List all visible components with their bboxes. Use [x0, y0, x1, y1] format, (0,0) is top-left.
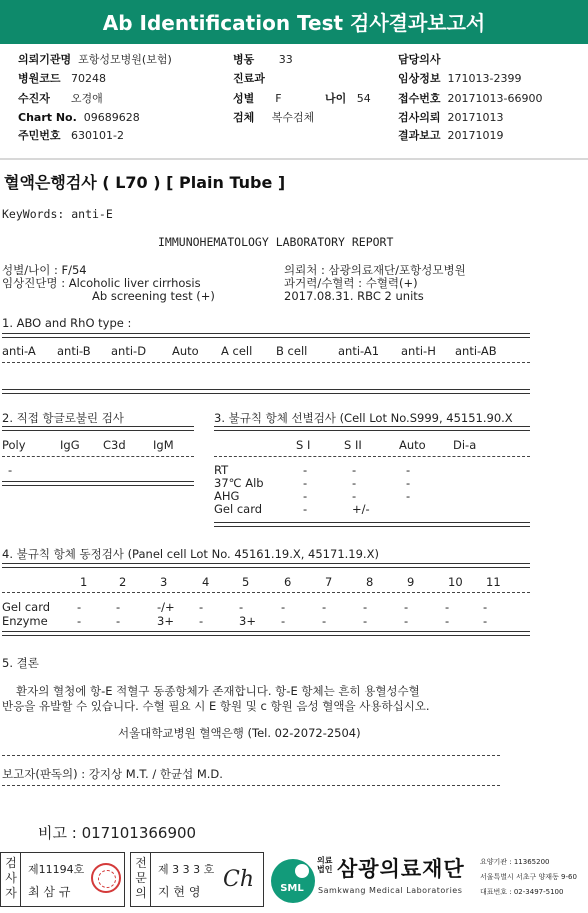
abo-col-header: anti-B: [57, 344, 91, 358]
panel-col-header: 1: [80, 575, 88, 589]
abo-col-header: A cell: [221, 344, 253, 358]
header-item-age: 나이 54: [325, 92, 371, 105]
section-1-title: 1. ABO and RhO type :: [2, 316, 132, 330]
panel-cell: -: [281, 600, 286, 614]
panel-col-header: 11: [486, 575, 501, 589]
dat-col-header: IgM: [153, 438, 174, 452]
signature: Ch: [223, 867, 255, 892]
examiner-seal-icon: [91, 863, 121, 893]
double-rule: [2, 389, 530, 394]
diagnosis-2: Ab screening test (+): [92, 289, 215, 303]
double-rule: [2, 481, 194, 486]
examiner-license-no: 제11194호: [28, 863, 85, 876]
dat-col-header: IgG: [60, 438, 80, 452]
screen-col-header: S I: [296, 438, 311, 452]
single-rule: [2, 592, 530, 593]
panel-cell: -: [199, 614, 204, 628]
panel-cell: -: [363, 600, 368, 614]
panel-cell: -: [404, 600, 409, 614]
screen-row-label: RT: [214, 463, 229, 477]
header-item: Chart No. 09689628: [18, 111, 140, 124]
panel-col-header: 9: [407, 575, 415, 589]
screen-col-header: S II: [344, 438, 362, 452]
panel-col-header: 6: [284, 575, 292, 589]
header-item: 성별 F: [233, 92, 282, 105]
screen-cell: -: [352, 476, 357, 490]
single-rule: [214, 456, 530, 457]
specialist-label-char: 의: [135, 886, 147, 900]
abo-col-header: B cell: [276, 344, 308, 358]
panel-col-header: 4: [202, 575, 210, 589]
sex-age: 성별/나이 : F/54: [2, 263, 87, 277]
examiner-label-char: 사: [5, 871, 17, 885]
specialist-license-no: 제 3 3 3 호: [158, 863, 215, 876]
dat-col-header: Poly: [2, 438, 26, 452]
screen-cell: -: [303, 502, 308, 516]
panel-cell: -: [281, 614, 286, 628]
org-info-code: 요양기관 : 11365200: [480, 858, 550, 866]
double-rule: [214, 522, 530, 527]
requester: 의뢰처 : 삼광의료재단/포항성모병원: [284, 263, 466, 277]
single-rule: [2, 785, 500, 786]
header-item: 임상정보 171013-2399: [398, 72, 522, 85]
panel-cell: 3+: [157, 614, 174, 628]
panel-cell: -: [363, 614, 368, 628]
screen-row-label: Gel card: [214, 502, 263, 516]
specialist-name: 지 현 영: [158, 885, 201, 899]
section-5-title: 5. 결론: [2, 656, 39, 670]
screen-col-header: Di-a: [453, 438, 477, 452]
screen-cell: -: [303, 476, 308, 490]
screen-cell: -: [303, 489, 308, 503]
org-name-en: Samkwang Medical Laboratories: [318, 886, 463, 895]
panel-cell: -: [322, 600, 327, 614]
panel-cell: -: [116, 600, 121, 614]
section-3-title: 3. 불규칙 항체 선별검사 (Cell Lot No.S999, 45151.90.X: [214, 411, 513, 425]
blood-bank-contact: 서울대학교병원 혈액은행 (Tel. 02-2072-2504): [118, 726, 361, 740]
panel-col-header: 2: [119, 575, 127, 589]
double-rule: [2, 563, 530, 568]
screen-row-label: 37℃ Alb: [214, 476, 264, 490]
panel-cell: -: [77, 614, 82, 628]
section-title: 혈액은행검사 ( L70 ) [ Plain Tube ]: [4, 173, 286, 192]
keywords: KeyWords: anti-E: [2, 207, 113, 221]
abo-col-header: anti-AB: [455, 344, 497, 358]
screen-cell: -: [406, 476, 411, 490]
header-item: 수진자 오경애: [18, 92, 103, 105]
screen-col-header: Auto: [399, 438, 426, 452]
header-item: 병원코드 70248: [18, 72, 107, 85]
double-rule: [214, 426, 530, 431]
panel-cell: -: [239, 600, 244, 614]
screen-cell: -: [352, 463, 357, 477]
reporter: 보고자(판독의) : 강지상 M.T. / 한균섭 M.D.: [2, 767, 223, 781]
double-rule: [2, 631, 530, 636]
screen-cell: -: [303, 463, 308, 477]
specialist-label-char: 문: [135, 871, 147, 885]
panel-row-label: Gel card: [2, 600, 51, 614]
panel-cell: -: [77, 600, 82, 614]
screen-row-label: AHG: [214, 489, 240, 503]
diagnosis: 임상진단명 : Alcoholic liver cirrhosis: [2, 276, 201, 290]
panel-cell: -: [483, 600, 488, 614]
header-item: 담당의사: [398, 53, 441, 66]
screen-cell: -: [406, 489, 411, 503]
panel-cell: 3+: [239, 614, 256, 628]
panel-col-header: 5: [242, 575, 250, 589]
panel-cell: -: [322, 614, 327, 628]
panel-cell: -: [116, 614, 121, 628]
report-title: Ab Identification Test 검사결과보고서: [0, 0, 588, 44]
screen-cell: -: [352, 489, 357, 503]
org-type: 의료 법인: [317, 856, 333, 874]
remark: 비고 : 017101366900: [38, 824, 197, 842]
header-item: 의뢰기관명 포항성모병원(보험): [18, 53, 172, 66]
section-4-title: 4. 불규칙 항체 동정검사 (Panel cell Lot No. 45161.19.X, 45171.19.X): [2, 547, 379, 561]
panel-cell: -: [199, 600, 204, 614]
abo-col-header: Auto: [172, 344, 199, 358]
transfusion-history: 과거력/수혈력 : 수혈력(+): [284, 276, 418, 290]
org-name: 삼광의료재단: [337, 857, 465, 881]
org-info-address: 서울특별시 서초구 양재동 9-60: [480, 873, 577, 881]
panel-col-header: 7: [325, 575, 333, 589]
examiner-box: [0, 852, 125, 907]
panel-cell: -: [445, 614, 450, 628]
org-info-phone: 대표번호 : 02-3497-5100: [480, 888, 564, 896]
logo-text: SML: [280, 883, 304, 894]
panel-col-header: 10: [448, 575, 463, 589]
header-item: 검체 복수검체: [233, 111, 315, 124]
single-rule: [2, 755, 500, 756]
abo-col-header: anti-A: [2, 344, 36, 358]
panel-row-label: Enzyme: [2, 614, 48, 628]
specialist-box: [130, 852, 264, 907]
screen-cell: -: [406, 463, 411, 477]
dat-col-header: C3d: [103, 438, 126, 452]
transfusion-history-2: 2017.08.31. RBC 2 units: [284, 289, 424, 303]
sml-logo-icon: [268, 857, 318, 905]
header-item: 결과보고 20171019: [398, 129, 504, 142]
dat-value: -: [8, 463, 13, 477]
examiner-label-char: 검: [5, 856, 17, 870]
header-item: 주민번호 630101-2: [18, 129, 124, 142]
double-rule: [2, 333, 530, 338]
conclusion-line-1: 환자의 혈청에 항-E 적혈구 동종항체가 존재합니다. 항-E 항체는 흔히 용혈성수혈: [16, 684, 420, 698]
header-item: 병동 33: [233, 53, 293, 66]
header-item: 진료과: [233, 72, 265, 85]
abo-col-header: anti-H: [401, 344, 436, 358]
section-2-title: 2. 직접 항글로불린 검사: [2, 411, 124, 425]
panel-cell: -/+: [157, 600, 175, 614]
header-divider: [0, 158, 588, 160]
examiner-label-char: 자: [5, 886, 17, 900]
screen-cell: +/-: [352, 502, 370, 516]
examiner-name: 최 삼 규: [28, 885, 71, 899]
panel-cell: -: [445, 600, 450, 614]
abo-col-header: anti-A1: [338, 344, 380, 358]
single-rule: [2, 456, 194, 457]
panel-cell: -: [483, 614, 488, 628]
header-item: 접수번호 20171013-66900: [398, 92, 543, 105]
specialist-label-char: 전: [135, 856, 147, 870]
header-item: 검사의뢰 20171013: [398, 111, 504, 124]
panel-col-header: 3: [160, 575, 168, 589]
conclusion-line-2: 반응을 유발할 수 있습니다. 수혈 필요 시 E 항원 및 c 항원 음성 혈액을 사용하십시오.: [2, 699, 430, 713]
single-rule: [2, 362, 530, 363]
panel-col-header: 8: [366, 575, 374, 589]
lab-title: IMMUNOHEMATOLOGY LABORATORY REPORT: [158, 235, 394, 249]
abo-col-header: anti-D: [111, 344, 147, 358]
panel-cell: -: [404, 614, 409, 628]
double-rule: [2, 426, 194, 431]
